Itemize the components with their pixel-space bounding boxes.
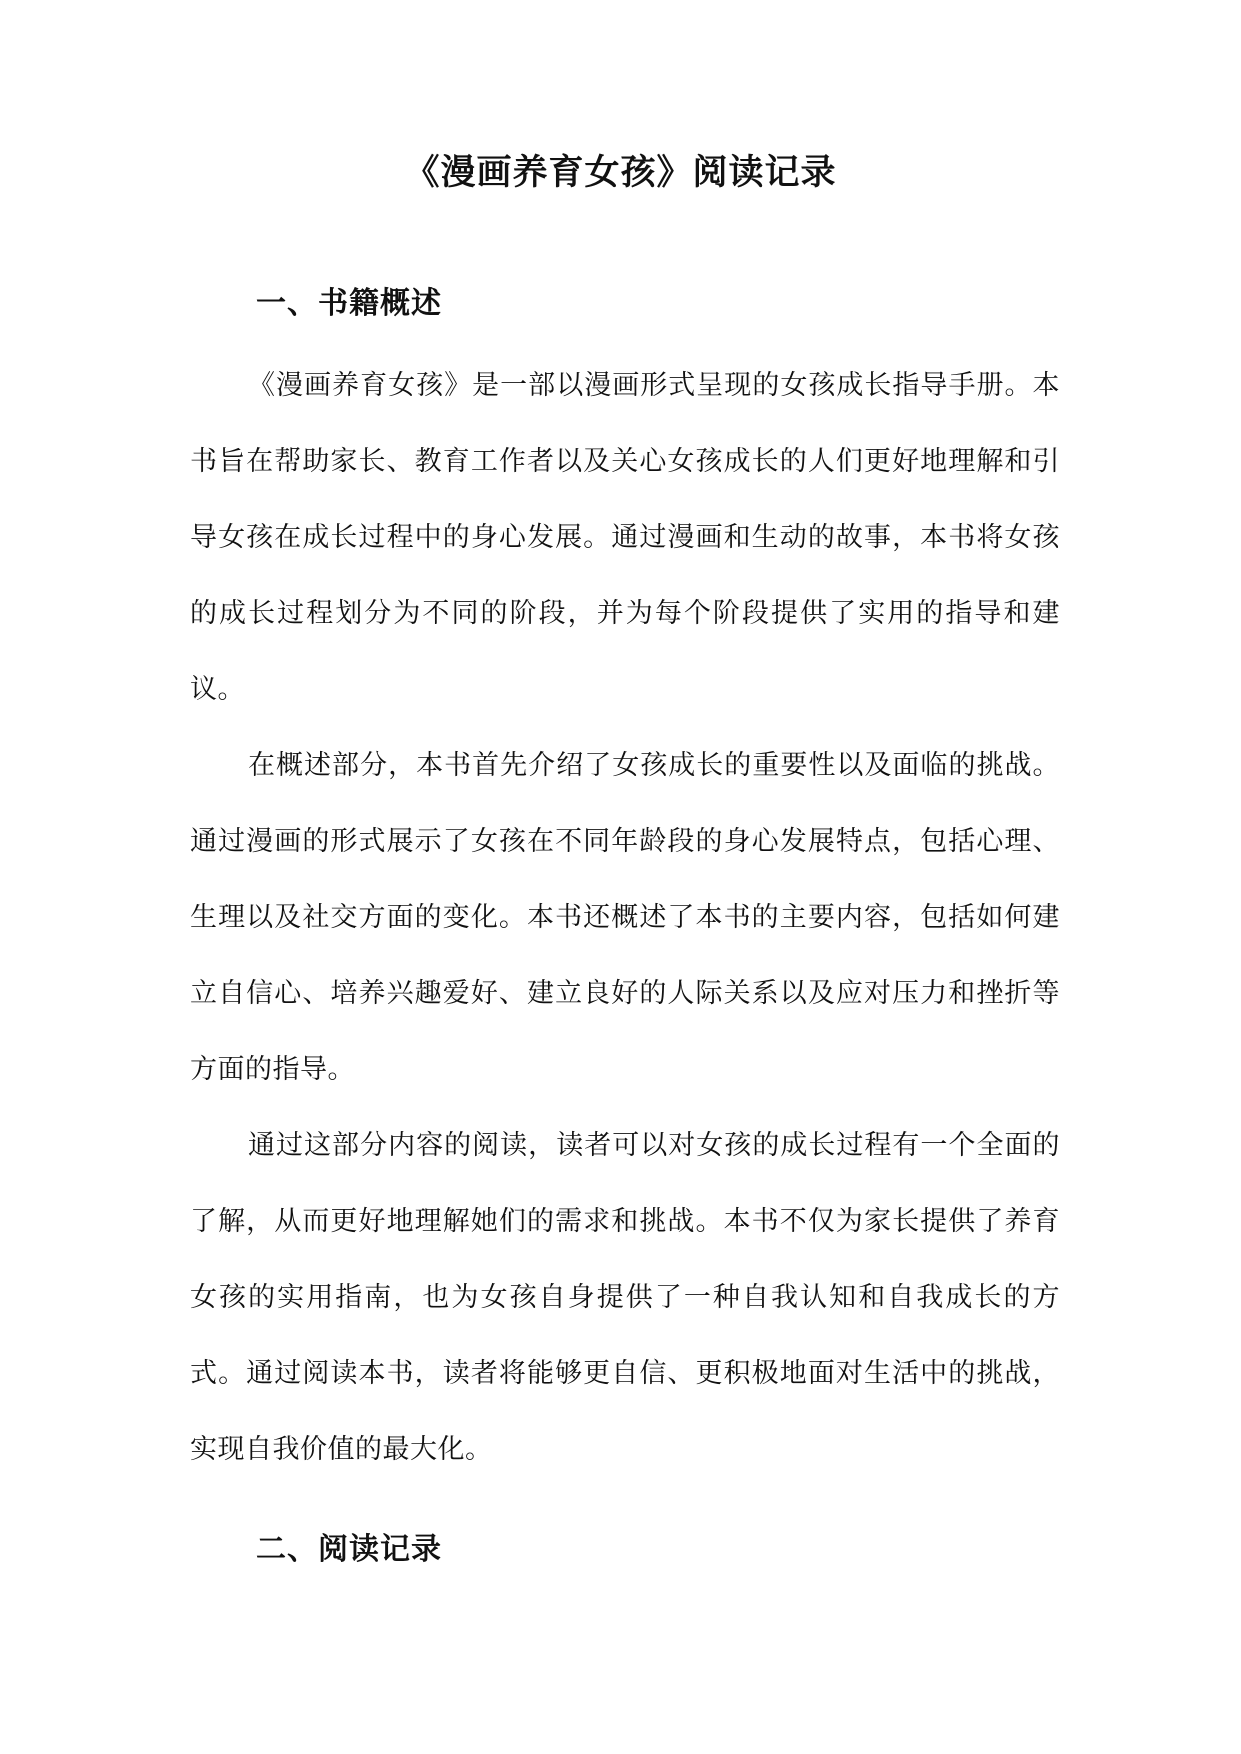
section-heading-reading-record: 二、阅读记录 bbox=[256, 1532, 442, 1567]
document-title: 《漫画养育女孩》阅读记录 bbox=[404, 152, 837, 193]
section-heading-overview: 一、书籍概述 bbox=[256, 286, 442, 321]
body-paragraph-2: 在概述部分，本书首先介绍了女孩成长的重要性以及面临的挑战。通过漫画的形式展示了女孩在不同年龄段的身心发展特点，包括心理、生理以及社交方面的变化。本书还概述了本书的主要内容，包括如何建立自信心、培养兴趣爱好、建立良好的人际关系以及应对压力和挫折等方面的指导。 bbox=[190, 750, 1060, 1085]
body-paragraph-3: 通过这部分内容的阅读，读者可以对女孩的成长过程有一个全面的了解，从而更好地理解她们的需求和挑战。本书不仅为家长提供了养育女孩的实用指南，也为女孩自身提供了一种自我认知和自我成长的方式。通过阅读本书，读者将能够更自信、更积极地面对生活中的挑战，实现自我价值的最大化。 bbox=[190, 1130, 1060, 1465]
body-paragraph-1: 《漫画养育女孩》是一部以漫画形式呈现的女孩成长指导手册。本书旨在帮助家长、教育工作者以及关心女孩成长的人们更好地理解和引导女孩在成长过程中的身心发展。通过漫画和生动的故事，本书将女孩的成长过程划分为不同的阶段，并为每个阶段提供了实用的指导和建议。 bbox=[190, 370, 1060, 705]
